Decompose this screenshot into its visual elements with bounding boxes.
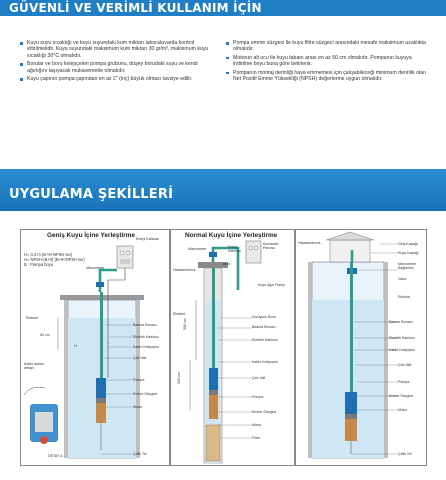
- label-vana: Vana: [222, 262, 231, 266]
- label-basma-borusu: Basma Borusu: [252, 325, 276, 329]
- label-kumanda: Kumanda Panosu: [263, 242, 279, 250]
- label-vana: Vana: [398, 277, 407, 281]
- label-elektrot: Elektrot: [173, 312, 186, 316]
- list-item: Pompanın montaj derinliği hava emmemesi için çalışabileceği minimum derinlik olan Net Pozitif Emme Yüksekliği (NPSH) değerlerine uygun olmalıdır.: [226, 70, 426, 83]
- panel-title-normal-well: Normal Kuyu İçine Yerleştirme: [185, 232, 278, 239]
- formula-line: H= 0,3 m (B+9+NPSH ise): [24, 252, 73, 257]
- label-emme-suzgeci: Emme Süzgeci: [133, 392, 158, 396]
- panel-title-wide-well: Geniş Kuyu İçine Yerleştirme: [47, 232, 135, 239]
- label-emme-suzgeci: Emme Süzgeci: [389, 394, 414, 398]
- label-kablo-dolum: Kablo dolum detayı: [24, 362, 44, 370]
- label-koruyucu: Koruyucu Boru: [252, 315, 276, 319]
- label-enerji: Enerji Kablosu: [228, 245, 241, 253]
- label-filtre: Filtre: [252, 436, 260, 440]
- label-elektrik-kablosu: Elektrik Kablosu: [252, 338, 278, 342]
- label-manometre: Manometre: [86, 266, 105, 270]
- formula-line: H= NPSH-(B+9) (B+9<NPSH ise): [24, 257, 85, 262]
- list-item: Kuyu suyu sıcaklığı ve kuyu suyundaki kum miktarı laboratuvarda kontrol ettirilmelidir. Kuyu suyundaki maksimum kum miktarı 30 gr/m³, maksimum kuyu sıcaklığı 30°C olmalıdır.: [20, 40, 218, 59]
- section-title-applications: UYGULAMA ŞEKİLLERİ: [9, 187, 174, 202]
- label-manometre: Manometre Bağlantısı: [398, 262, 417, 270]
- label-kablo-kelepcesi: Kablo Kelepçesi: [252, 360, 278, 364]
- label-elektrik-kablosu: Elektrik Kablosu: [389, 336, 415, 340]
- label-celik-tel: Çelik Tel: [398, 452, 412, 456]
- label-basma-borusu: Basma Borusu: [389, 320, 413, 324]
- open-well-drawing: [308, 232, 398, 458]
- label-emme-suzgeci: Emme Süzgeci: [252, 410, 277, 414]
- label-havalandirma: Havalandırma: [173, 268, 196, 272]
- list-item: Pompa emme süzgeci ile kuyu filtre süzgeci arasındaki mesafe maksimum uzaklıkta olmalıdır.: [226, 40, 426, 53]
- label-celik-tel: Çelik Tel: [133, 452, 147, 456]
- label-motor: Motor: [133, 405, 143, 409]
- label-kuyu-agzi: Kuyu Ağzı Flanşı: [258, 283, 285, 287]
- section-title-safety: GÜVENLİ VE VERİMLİ KULLANIM İÇİN: [9, 1, 262, 15]
- label-500cm: 500 cm: [183, 318, 187, 330]
- label-pompa: Pompa: [252, 395, 264, 399]
- label-cek-valf: Çek Valf: [398, 363, 412, 367]
- label-elektrot: Elektrot: [26, 316, 39, 320]
- label-300cm: 300 cm: [177, 372, 181, 384]
- label-enerji: Enerji Kablosu: [136, 237, 160, 241]
- formula-line: B : Pompa boyu: [24, 262, 54, 267]
- label-pompa: Pompa: [398, 380, 410, 384]
- list-item: Motorun alt ucu ile kuyu tabanı arası en az 50 cm olmalıdır. Pompanın kuyuya indirilme boyu buna göre belirlenir.: [226, 55, 426, 68]
- detail-code: DETAY A: [48, 454, 63, 458]
- label-motor: Motor: [252, 423, 262, 427]
- label-elektrik-kablosu: Elektrik Kablosu: [133, 335, 159, 339]
- formula-block: [24, 252, 85, 267]
- list-item: Borular ve boru kelepçeleri pompa grubunu, düşey borudaki suyu ve kendi ağırlığını taşıyacak mukavemette olmalıdır.: [20, 61, 218, 74]
- label-pompa: Pompa: [133, 378, 145, 382]
- label-giris-kapagi: Giriş Kapağı: [398, 242, 418, 246]
- label-h: H: [74, 344, 77, 348]
- label-kablo-kelepcesi: Kablo Kelepçesi: [133, 345, 159, 349]
- list-item: Kuyu çapının pompa çapından en az 2" (inç) büyük olması tavsiye edilir.: [20, 76, 218, 82]
- label-elektrot: Elektrot: [398, 295, 411, 299]
- label-basma-borusu: Basma Borusu: [133, 323, 157, 327]
- label-kablo-kelepcesi: Kablo Kelepçesi: [389, 348, 415, 352]
- label-havalandirma: Havalandırma: [298, 241, 321, 245]
- label-kuyu-kapagi: Kuyu Kapağı: [398, 251, 419, 255]
- label-motor: Motor: [398, 408, 408, 412]
- label-50cm: 50 cm: [40, 333, 50, 337]
- label-cek-valf: Çek Valf: [133, 356, 147, 360]
- label-cek-valf: Çek Valf: [252, 376, 266, 380]
- label-manometre: Manometre: [188, 247, 207, 251]
